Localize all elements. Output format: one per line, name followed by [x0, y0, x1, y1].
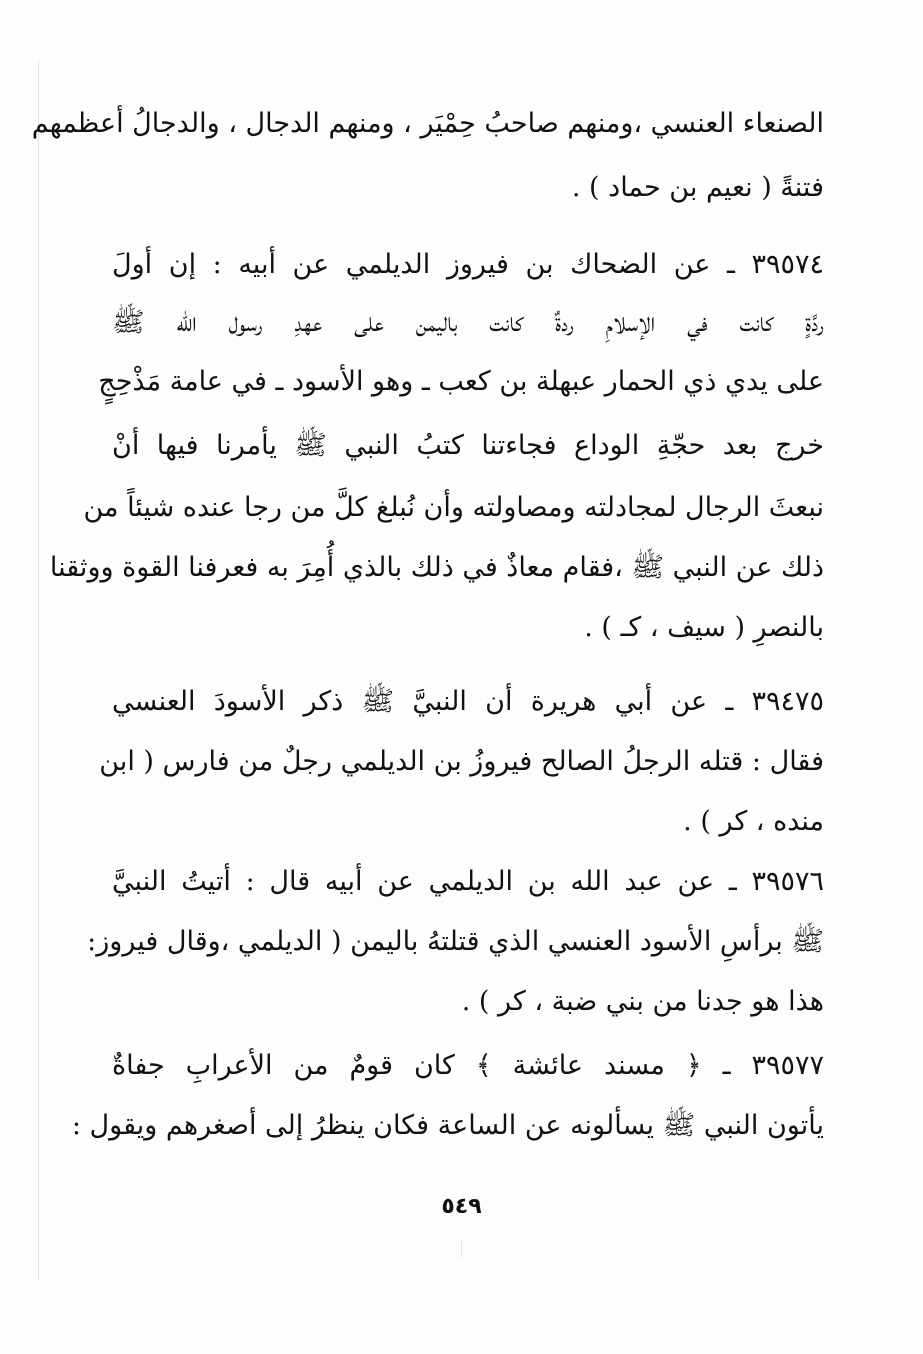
hadith-39577-line: ٣٩٥٧٧ ـ ﴿ مسند عائشة ﴾ كان قومٌ من الأعرابِ جفاةٌ [112, 1050, 824, 1081]
text-line: ﷺ برأسِ الأسود العنسي الذي قتلتهُ باليمن ( الديلمي ،وقال فيروز: [87, 926, 824, 957]
hadith-39475-line: ٣٩٤٧٥ ـ عن أبي هريرة أن النبيَّ ﷺ ذكر الأسودَ العنسي [112, 686, 824, 717]
text-line: هذا هو جدنا من بني ضبة ، كر ) . [461, 986, 824, 1017]
text-line: فتنةً ( نعيم بن حماد ) . [571, 172, 824, 203]
text-line: يأتون النبي ﷺ يسألونه عن الساعة فكان ينظرُ إلى أصغرهم ويقول : [71, 1110, 824, 1141]
text-line: ذلك عن النبي ﷺ ،فقام معاذٌ في ذلك بالذي أُمِرَ به فعرفنا القوة ووثقنا [49, 552, 824, 583]
page-edge-shadow [38, 60, 39, 1280]
text-line: بالنصرِ ( سيف ، كـ ) . [584, 612, 824, 643]
page-number: ٥٤٩ [441, 1194, 482, 1219]
scan-mark [461, 1240, 464, 1258]
text-line: الصنعاء العنسي ،ومنهم صاحبُ حِمْيَر ، ومنهم الدجال ، والدجالُ أعظمهم [31, 108, 824, 139]
hadith-39574-line: ٣٩٥٧٤ ـ عن الضحاك بن فيروز الديلمي عن أبيه : إن أولَ [112, 249, 824, 280]
text-line: منده ، كر ) . [683, 806, 824, 837]
text-line: خرج بعد حجّةِ الوداع فجاءتنا كتبُ النبي ﷺ يأمرنا فيها أنْ [112, 430, 824, 461]
text-line: على يدي ذي الحمار عبهلة بن كعب ـ وهو الأسود ـ في عامة مَذْحِجٍ [98, 366, 824, 397]
hadith-39576-line: ٣٩٥٧٦ ـ عن عبد الله بن الديلمي عن أبيه قال : أتيتُ النبيَّ [112, 866, 824, 897]
text-line: فقال : قتله الرجلُ الصالح فيروزُ بن الديلمي رجلٌ من فارس ( ابن [99, 746, 824, 777]
text-line: ردَّةٍ كانت في الإسلامِ ردةٌ كانت باليمن على عهدِ رسول الله ﷺ [112, 307, 824, 338]
text-line: نبعثَ الرجال لمجادلته ومصاولته وأن نُبلغ كلَّ من رجا عنده شيئاً من [83, 492, 824, 523]
